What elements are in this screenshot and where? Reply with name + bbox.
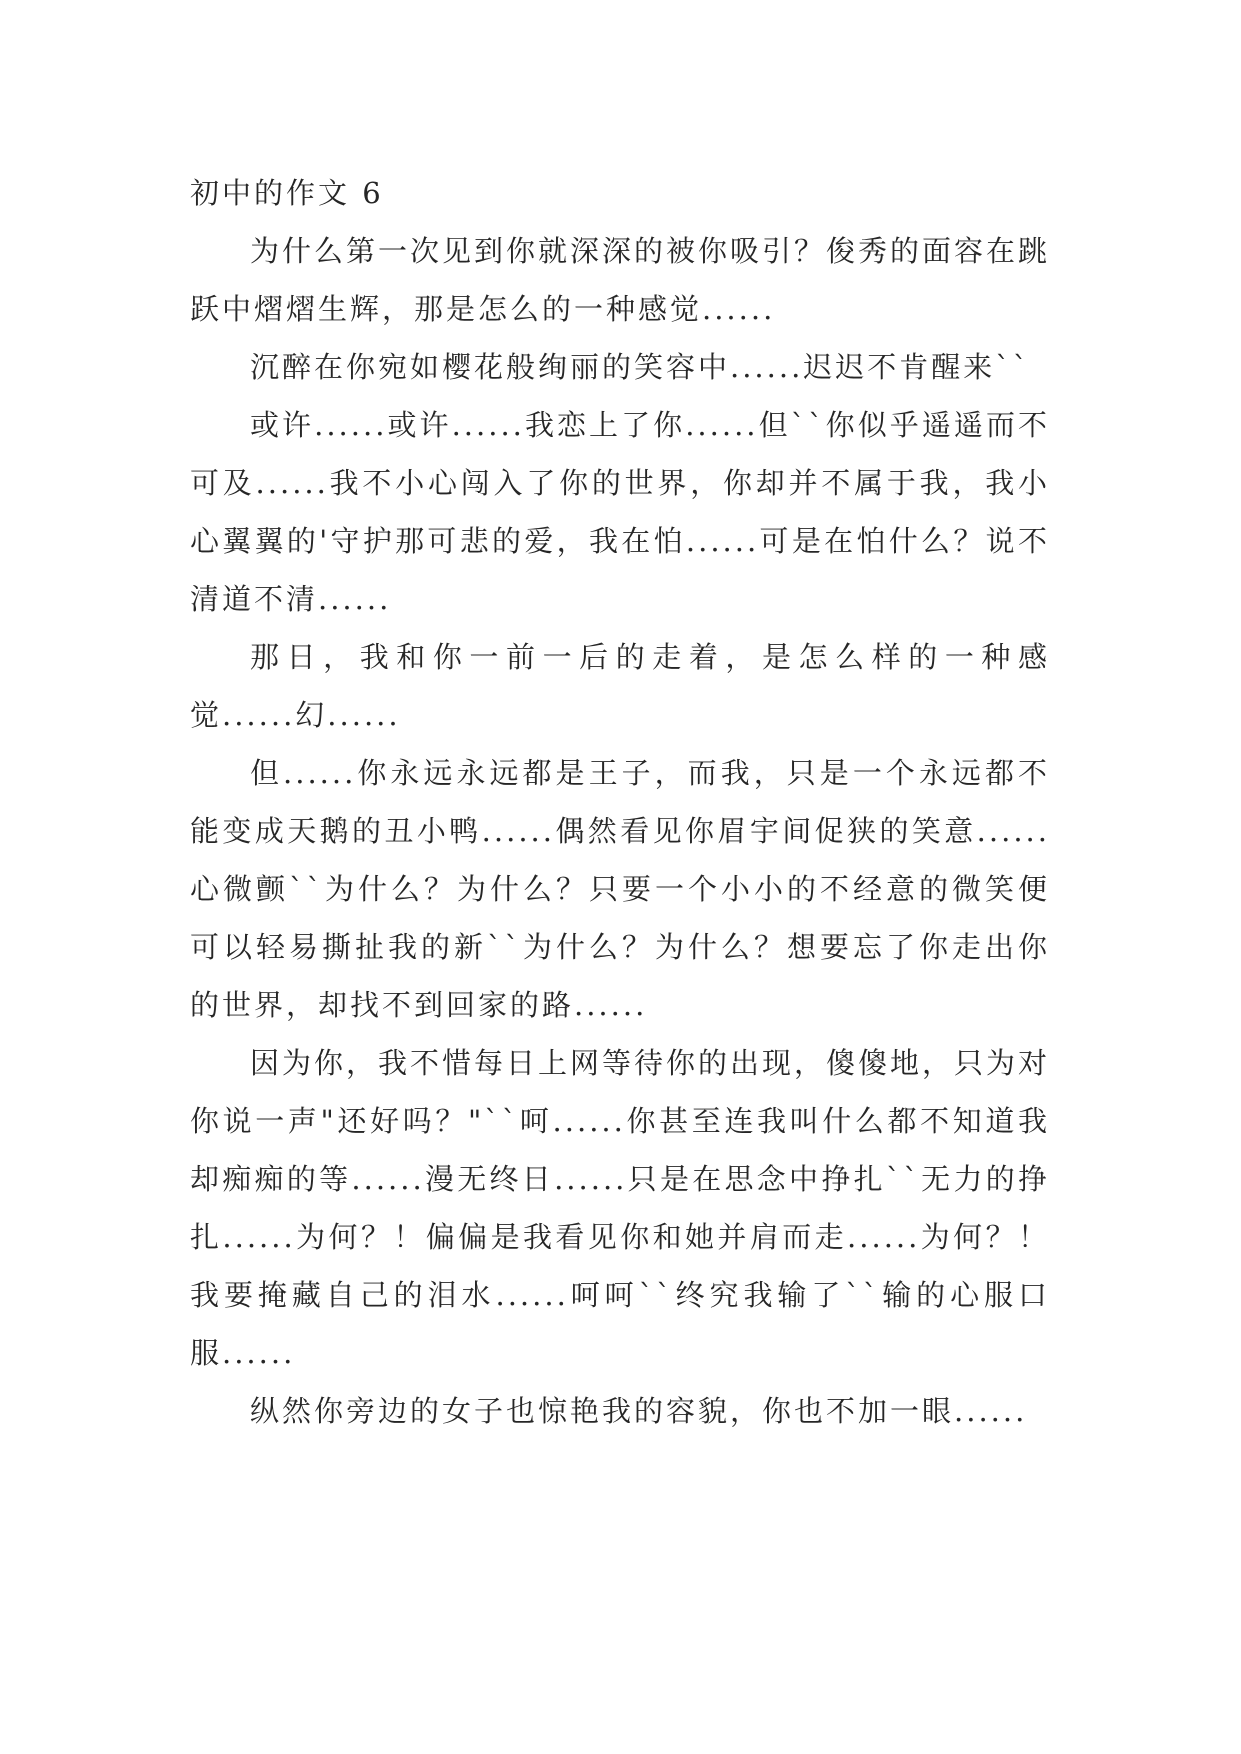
- paragraph-7: 纵然你旁边的女子也惊艳我的容貌，你也不加一眼......: [250, 1394, 1028, 1428]
- paragraph-4: 那日，我和你一前一后的走着，是怎么样的一种感觉......幻......: [190, 640, 1050, 732]
- paragraph-2: 沉醉在你宛如樱花般绚丽的笑容中......迟迟不肯醒来``: [250, 350, 1031, 384]
- document-body: [190, 164, 1050, 1440]
- document-title: 初中的作文 6: [190, 176, 384, 210]
- paragraph-6: 因为你，我不惜每日上网等待你的出现，傻傻地，只为对你说一声"还好吗？"``呵......你甚至连我叫什么都不知道我却痴痴的等......漫无终日......只是在思念中挣扎``无力的挣扎......为何？！偏偏是我看见你和她并肩而走......为何？！我要掩藏自己的泪水......呵呵``终究我输了``输的心服口服......: [190, 1046, 1051, 1370]
- paragraph-1: 为什么第一次见到你就深深的被你吸引？俊秀的面容在跳跃中熠熠生辉，那是怎么的一种感觉......: [190, 234, 1051, 326]
- paragraph-5: 但......你永远永远都是王子，而我，只是一个永远都不能变成天鹅的丑小鸭......偶然看见你眉宇间促狭的笑意......心微颤``为什么？为什么？只要一个小小的不经意的微笑便可以轻易撕扯我的新``为什么？为什么？想要忘了你走出你的世界，却找不到回家的路......: [190, 756, 1050, 1022]
- paragraph-3: 或许......或许......我恋上了你......但``你似乎遥遥而不可及......我不小心闯入了你的世界，你却并不属于我，我小心翼翼的'守护那可悲的爱，我在怕......可是在怕什么？说不清道不清......: [190, 408, 1050, 616]
